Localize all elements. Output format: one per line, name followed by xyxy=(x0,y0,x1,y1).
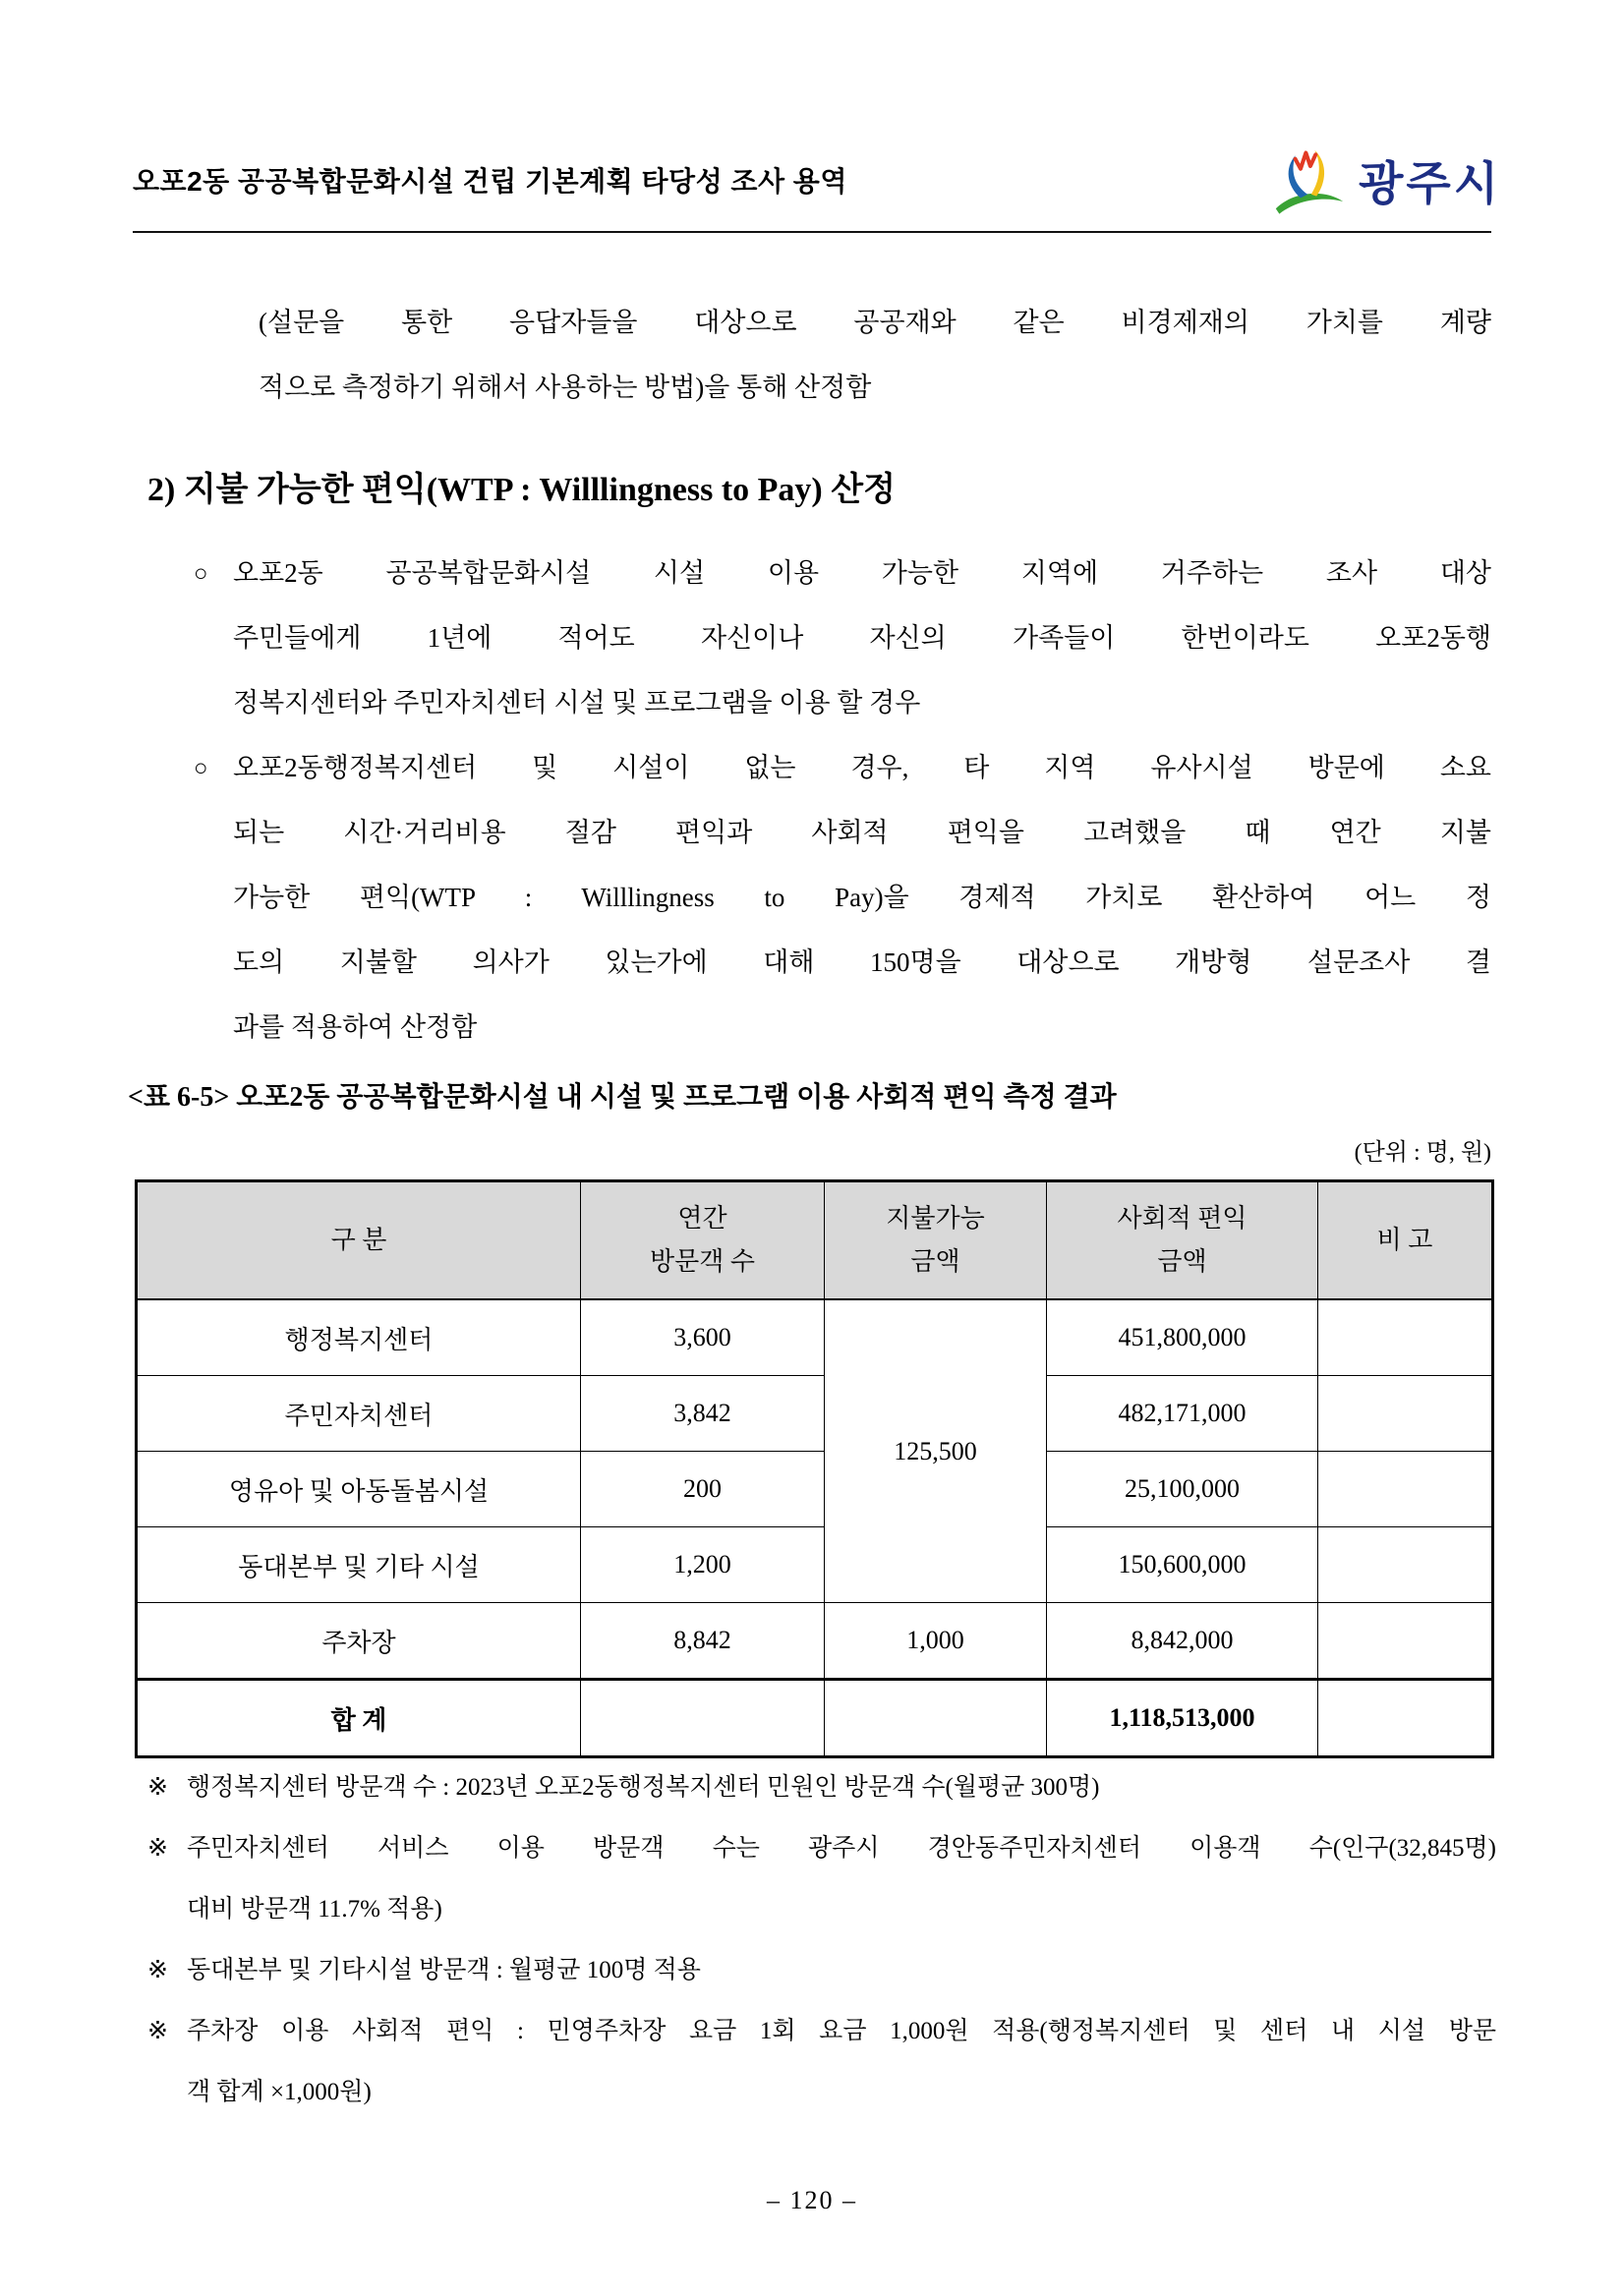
remarks-cell xyxy=(1318,1527,1493,1603)
visitors-cell: 3,842 xyxy=(581,1376,825,1452)
bullet-item xyxy=(194,541,1491,735)
column-header-wtp-amount: 지불가능 금액 xyxy=(825,1181,1047,1300)
gwangju-city-logo xyxy=(1260,140,1501,228)
column-header-annual-visitors: 연간 방문객 수 xyxy=(581,1181,825,1300)
table-row xyxy=(137,1299,1493,1376)
footnote-line: 행정복지센터 방문객 수 : 2023년 오포2동행정복지센터 민원인 방문객 수(월평균 300명) xyxy=(187,1774,1100,1801)
benefit-cell: 482,171,000 xyxy=(1047,1376,1318,1452)
visitors-cell xyxy=(581,1680,825,1757)
table-row xyxy=(137,1527,1493,1603)
table-row xyxy=(137,1452,1493,1527)
footnote xyxy=(147,2001,1496,2123)
benefit-cell: 150,600,000 xyxy=(1047,1527,1318,1603)
row-label: 주차장 xyxy=(137,1603,581,1680)
page-number: – 120 – xyxy=(767,2186,857,2214)
benefit-cell: 451,800,000 xyxy=(1047,1299,1318,1376)
bullet-text xyxy=(233,541,1491,735)
bullet-line: 과를 적용하여 산정함 xyxy=(233,1012,478,1042)
header-divider xyxy=(133,231,1491,233)
footnote xyxy=(147,1757,1496,1818)
column-header-remarks: 비 고 xyxy=(1318,1181,1493,1300)
visitors-cell: 200 xyxy=(581,1452,825,1527)
footnote-line: 주차장 이용 사회적 편익 : 민영주차장 요금 1회 요금 1,000원 적용(행정복지센터 및 센터 내 시설 방문 xyxy=(187,2018,1496,2044)
remarks-cell xyxy=(1318,1376,1493,1452)
footnote xyxy=(147,1940,1496,2001)
wtp-cell: 1,000 xyxy=(825,1603,1047,1680)
column-header-social-benefit: 사회적 편익 금액 xyxy=(1047,1181,1318,1300)
table-row xyxy=(137,1376,1493,1452)
benefit-total-cell: 1,118,513,000 xyxy=(1047,1680,1318,1757)
remarks-cell xyxy=(1318,1680,1493,1757)
footnote-line: 주민자치센터 서비스 이용 방문객 수는 광주시 경안동주민자치센터 이용객 수(인구(32,845명) xyxy=(187,1835,1496,1862)
reference-mark-icon: ※ xyxy=(147,1957,168,1983)
table-unit-note: (단위 : 명, 원) xyxy=(1354,1140,1491,1166)
section-heading: 2) 지불 가능한 편익(WTP : Willlingness to Pay) 산정 xyxy=(147,472,896,508)
column-header-category: 구 분 xyxy=(137,1181,581,1300)
table-caption: <표 6-5> 오포2동 공공복합문화시설 내 시설 및 프로그램 이용 사회적 편익 측정 결과 xyxy=(128,1082,1117,1113)
visitors-cell: 1,200 xyxy=(581,1527,825,1603)
intro-paragraph xyxy=(259,290,1491,420)
reference-mark-icon: ※ xyxy=(147,1835,168,1862)
circle-bullet-icon: ○ xyxy=(194,561,208,587)
remarks-cell xyxy=(1318,1603,1493,1680)
footnote-line: 대비 방문객 11.7% 적용) xyxy=(187,1896,442,1923)
bullet-line: 주민들에게 1년에 적어도 자신이나 자신의 가족들이 한번이라도 오포2동행 xyxy=(233,623,1491,653)
table-header-row xyxy=(137,1181,1493,1300)
document-header-title: 오포2동 공공복합문화시설 건립 기본계획 타당성 조사 용역 xyxy=(133,166,847,197)
row-label: 행정복지센터 xyxy=(137,1299,581,1376)
benefit-cell: 8,842,000 xyxy=(1047,1603,1318,1680)
bullet-item xyxy=(194,735,1491,1060)
reference-mark-icon: ※ xyxy=(147,1774,168,1801)
visitors-cell: 3,600 xyxy=(581,1299,825,1376)
bullet-line: 정복지센터와 주민자치센터 시설 및 프로그램을 이용 할 경우 xyxy=(233,688,921,718)
footnote-line: 객 합계 ×1,000원) xyxy=(187,2079,372,2105)
table-total-row xyxy=(137,1680,1493,1757)
bullet-line: 도의 지불할 의사가 있는가에 대해 150명을 대상으로 개방형 설문조사 결 xyxy=(233,947,1491,977)
wtp-cell xyxy=(825,1680,1047,1757)
social-benefit-table xyxy=(135,1179,1494,1758)
bullet-text xyxy=(233,735,1491,1060)
table-row xyxy=(137,1603,1493,1680)
row-label: 주민자치센터 xyxy=(137,1376,581,1452)
bullet-line: 오포2동행정복지센터 및 시설이 없는 경우, 타 지역 유사시설 방문에 소요 xyxy=(233,753,1491,782)
row-label: 동대본부 및 기타 시설 xyxy=(137,1527,581,1603)
benefit-cell: 25,100,000 xyxy=(1047,1452,1318,1527)
bullet-line: 되는 시간·거리비용 절감 편익과 사회적 편익을 고려했을 때 연간 지불 xyxy=(233,818,1491,847)
city-logo-text: 광주시 xyxy=(1359,157,1502,209)
remarks-cell xyxy=(1318,1299,1493,1376)
remarks-cell xyxy=(1318,1452,1493,1527)
intro-line: (설문을 통한 응답자들을 대상으로 공공재와 같은 비경제재의 가치를 계량 xyxy=(259,308,1491,337)
reference-mark-icon: ※ xyxy=(147,2018,168,2044)
bullet-line: 오포2동 공공복합문화시설 시설 이용 가능한 지역에 거주하는 조사 대상 xyxy=(233,558,1491,588)
intro-line: 적으로 측정하기 위해서 사용하는 방법)을 통해 산정함 xyxy=(259,373,872,402)
bullet-line: 가능한 편익(WTP : Willlingness to Pay)을 경제적 가치로 환산하여 어느 정 xyxy=(233,883,1491,912)
total-label: 합 계 xyxy=(137,1680,581,1757)
city-emblem-icon xyxy=(1260,140,1359,228)
visitors-cell: 8,842 xyxy=(581,1603,825,1680)
row-label: 영유아 및 아동돌봄시설 xyxy=(137,1452,581,1527)
footnotes xyxy=(147,1757,1496,2123)
circle-bullet-icon: ○ xyxy=(194,756,208,781)
wtp-merged-cell: 125,500 xyxy=(825,1299,1047,1603)
footnote-line: 동대본부 및 기타시설 방문객 : 월평균 100명 적용 xyxy=(187,1957,701,1983)
footnote xyxy=(147,1818,1496,1940)
